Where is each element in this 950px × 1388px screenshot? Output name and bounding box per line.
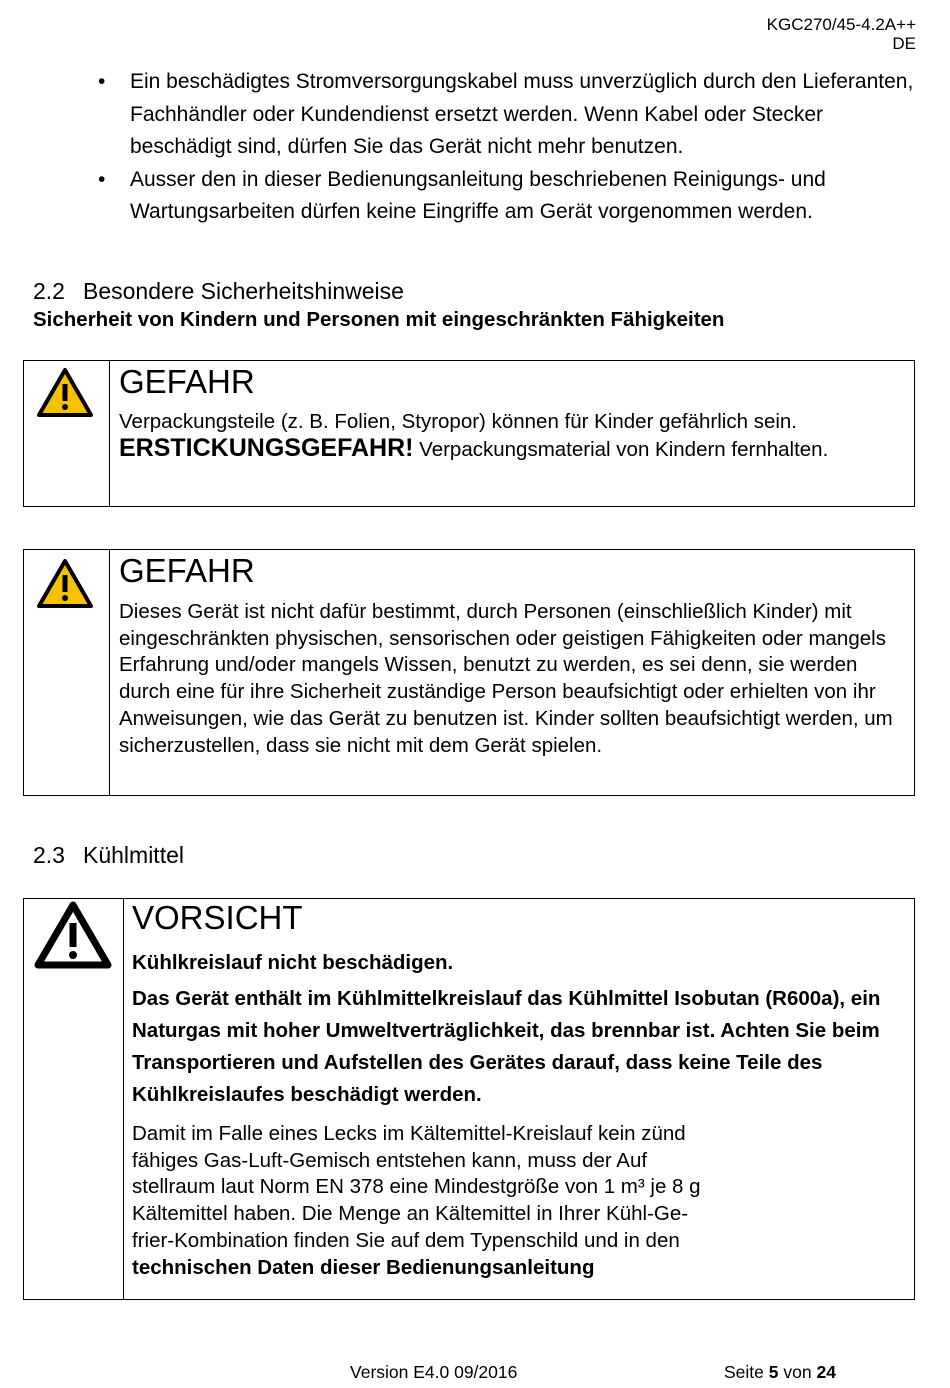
bullet-icon: • [98, 70, 106, 93]
section-title: Kühlmittel [83, 842, 184, 868]
box-content [119, 552, 906, 759]
footer-version: Version E4.0 09/2016 [350, 1362, 518, 1382]
section-title: Besondere Sicherheitshinweise [83, 278, 404, 304]
document-header [767, 15, 916, 53]
bullet-list [98, 66, 918, 229]
section-subtitle: Sicherheit von Kindern und Personen mit eingeschränkten Fähigkeiten [33, 308, 725, 331]
model-code: KGC270/45-4.2A++ [766, 15, 916, 34]
suffocation-warning: ERSTICKUNGSGEFAHR! [119, 434, 414, 462]
box-text: Dieses Gerät ist nicht dafür bestimmt, durch Personen (einschließlich Kinder) mit eingeschränkten physischen, sensorischen oder geistigen Fähigkeiten oder mangels Erfahrung und/oder mangels Wissen, benutzt zu werden, es sei denn, sie werden durch eine für ihre Sicherheit zuständige Person beaufsichtigt oder erhielten von ihr Anweisungen, wie das Gerät zu benutzen ist. Kinder sollten beaufsichtigt werden, um sicherzustellen, dass sie nicht mit dem Gerät spielen. [119, 600, 893, 757]
section-number: 2.2 [33, 278, 65, 304]
icon-cell [24, 899, 124, 1299]
footer-page-number: Seite 5 von 24 [724, 1362, 836, 1382]
box-bold-text: Das Gerät enthält im Kühlmittelkreislauf das Kühlmittel Isobutan (R600a), ein Naturgas mit hoher Umweltverträglichkeit, das brennbar ist. Achten Sie beim Transportieren und Aufstellen des Gerätes darauf, dass keine Teile des Kühlkreislaufes beschädigt werden. [132, 987, 881, 1106]
danger-box-packaging [23, 360, 915, 507]
section-heading-2-3 [33, 842, 184, 869]
box-title: VORSICHT [132, 899, 303, 936]
icon-cell [24, 550, 110, 795]
bullet-text: Ausser den in dieser Bedienungsanleitung beschriebenen Reinigungs- und Wartungsarbeiten dürfen keine Eingriffe am Gerät vorgenommen werden. [130, 167, 826, 223]
box-text: Damit im Falle eines Lecks im Kältemittel-Kreislauf kein zünd fähiges Gas-Luft-Gemisch entstehen kann, muss der Auf stellraum laut Norm EN 378 eine Mindestgröße von 1 m³ je 8 g Kältemittel haben. Die Menge an Kältemittel in Ihrer Kühl-Ge- frier-Kombination finden Sie auf dem Typenschild und in den technischen Daten dieser Bedienungsanleitung [132, 1122, 701, 1279]
box-title: GEFAHR [119, 552, 255, 589]
list-item [98, 66, 918, 164]
list-item [98, 164, 918, 229]
section-heading-2-2 [33, 278, 404, 305]
box-content [132, 899, 906, 1281]
warning-triangle-icon [36, 558, 94, 610]
box-content [119, 363, 906, 463]
caution-box-coolant [23, 898, 915, 1300]
danger-box-persons [23, 549, 915, 796]
box-text: Verpackungsteile (z. B. Folien, Styropor) können für Kinder gefährlich sein. [119, 410, 797, 433]
box-text-emphasis: ERSTICKUNGSGEFAHR! Verpackungsmaterial von Kindern fernhalten. [119, 434, 829, 462]
bullet-text: Ein beschädigtes Stromversorgungskabel muss unverzüglich durch den Lieferanten, Fachhändler oder Kundendienst ersetzt werden. Wenn Kabel oder Stecker beschädigt sind, dürfen Sie das Gerät nicht mehr benutzen. [130, 70, 914, 158]
icon-cell [24, 361, 110, 506]
box-title: GEFAHR [119, 363, 255, 400]
bullet-icon: • [98, 167, 106, 191]
language-code: DE [892, 34, 916, 53]
warning-triangle-icon [34, 901, 112, 969]
warning-triangle-icon [36, 367, 94, 419]
box-bold-text: Kühlkreislauf nicht beschädigen. [132, 951, 454, 974]
section-number: 2.3 [33, 842, 65, 868]
